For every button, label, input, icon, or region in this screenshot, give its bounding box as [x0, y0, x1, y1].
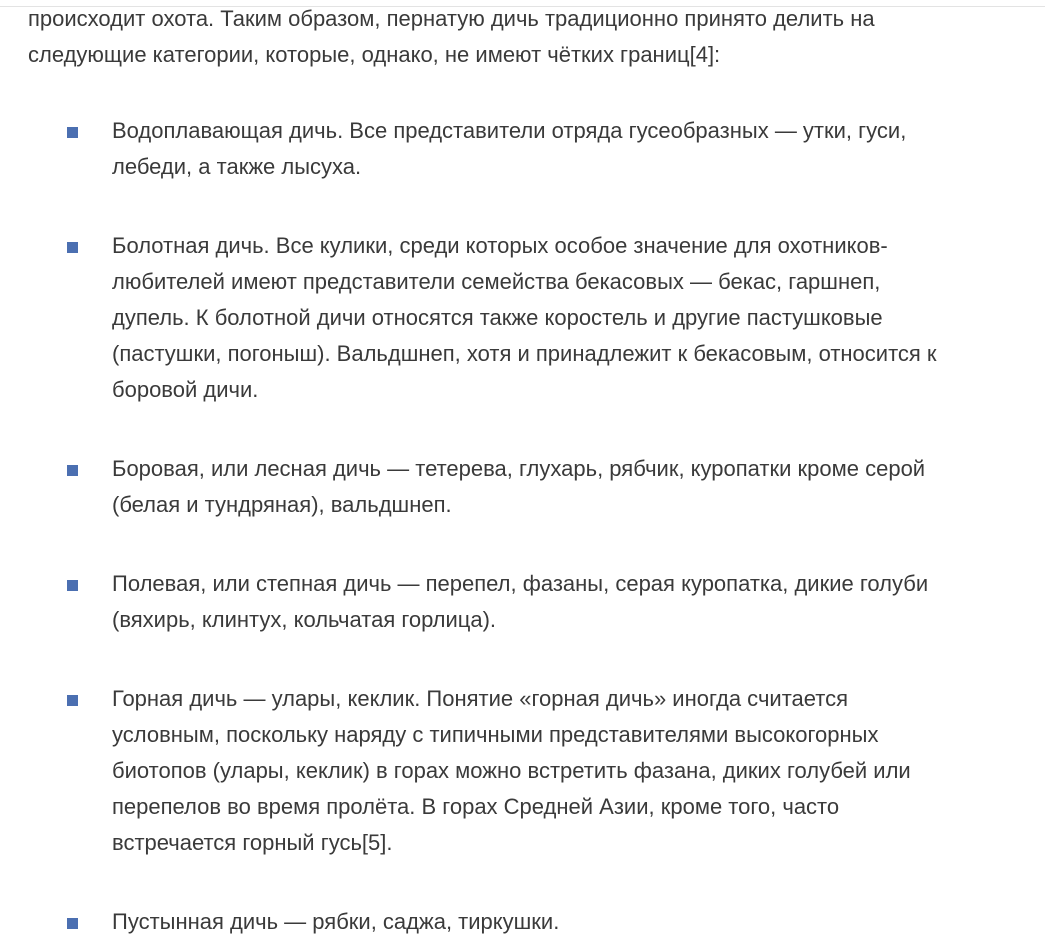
square-bullet-icon	[67, 695, 78, 706]
item-text-line: (вяхирь, клинтух, кольчатая горлица).	[112, 607, 497, 632]
list-item	[0, 113, 933, 185]
item-text-line: (белая и тундряная), вальдшнеп.	[112, 492, 452, 517]
item-text-line: перепелов во время пролёта. В горах Средней Азии, кроме того, часто	[112, 794, 840, 819]
item-text-line: (пастушки, погоныш). Вальдшнеп, хотя и принадлежит к бекасовым, относится к	[112, 341, 937, 366]
square-bullet-icon	[67, 580, 78, 591]
item-text-line: Водоплавающая дичь. Все представители отряда гусеобразных — утки, гуси,	[112, 118, 907, 143]
game-categories-list	[0, 113, 1045, 946]
item-text-line: Горная дичь — улары, кеклик. Понятие «горная дичь» иногда считается	[112, 686, 849, 711]
item-text-line: боровой дичи.	[112, 377, 259, 402]
item-text-line: Пустынная дичь — рябки, саджа, тиркушки.	[112, 909, 560, 934]
item-text-line: Боровая, или лесная дичь — тетерева, глухарь, рябчик, куропатки кроме серой	[112, 456, 926, 481]
list-item	[0, 566, 933, 638]
item-text-line: биотопов (улары, кеклик) в горах можно встретить фазана, диких голубей или	[112, 758, 911, 783]
item-text-line: встречается горный гусь[5].	[112, 830, 393, 855]
item-text-line: дупель. К болотной дичи относятся также коростель и другие пастушковые	[112, 305, 883, 330]
square-bullet-icon	[67, 242, 78, 253]
item-text-line: Полевая, или степная дичь — перепел, фазаны, серая куропатка, дикие голуби	[112, 571, 929, 596]
list-item	[0, 451, 933, 523]
list-item	[0, 681, 933, 861]
intro-line: происходит охота. Таким образом, пернатую дичь традиционно принято делить на	[28, 6, 875, 31]
item-text-line: Болотная дичь. Все кулики, среди которых особое значение для охотников-	[112, 233, 888, 258]
square-bullet-icon	[67, 127, 78, 138]
square-bullet-icon	[67, 465, 78, 476]
item-text-line: любителей имеют представители семейства бекасовых — бекас, гаршнеп,	[112, 269, 881, 294]
item-text-line: условным, поскольку наряду с типичными представителями высокогорных	[112, 722, 879, 747]
list-item	[0, 228, 937, 408]
item-text-line: лебеди, а также лысуха.	[112, 154, 362, 179]
intro-paragraph	[28, 1, 1028, 73]
list-item	[0, 904, 933, 940]
square-bullet-icon	[67, 918, 78, 929]
intro-line: следующие категории, которые, однако, не имеют чётких границ[4]:	[28, 42, 721, 67]
